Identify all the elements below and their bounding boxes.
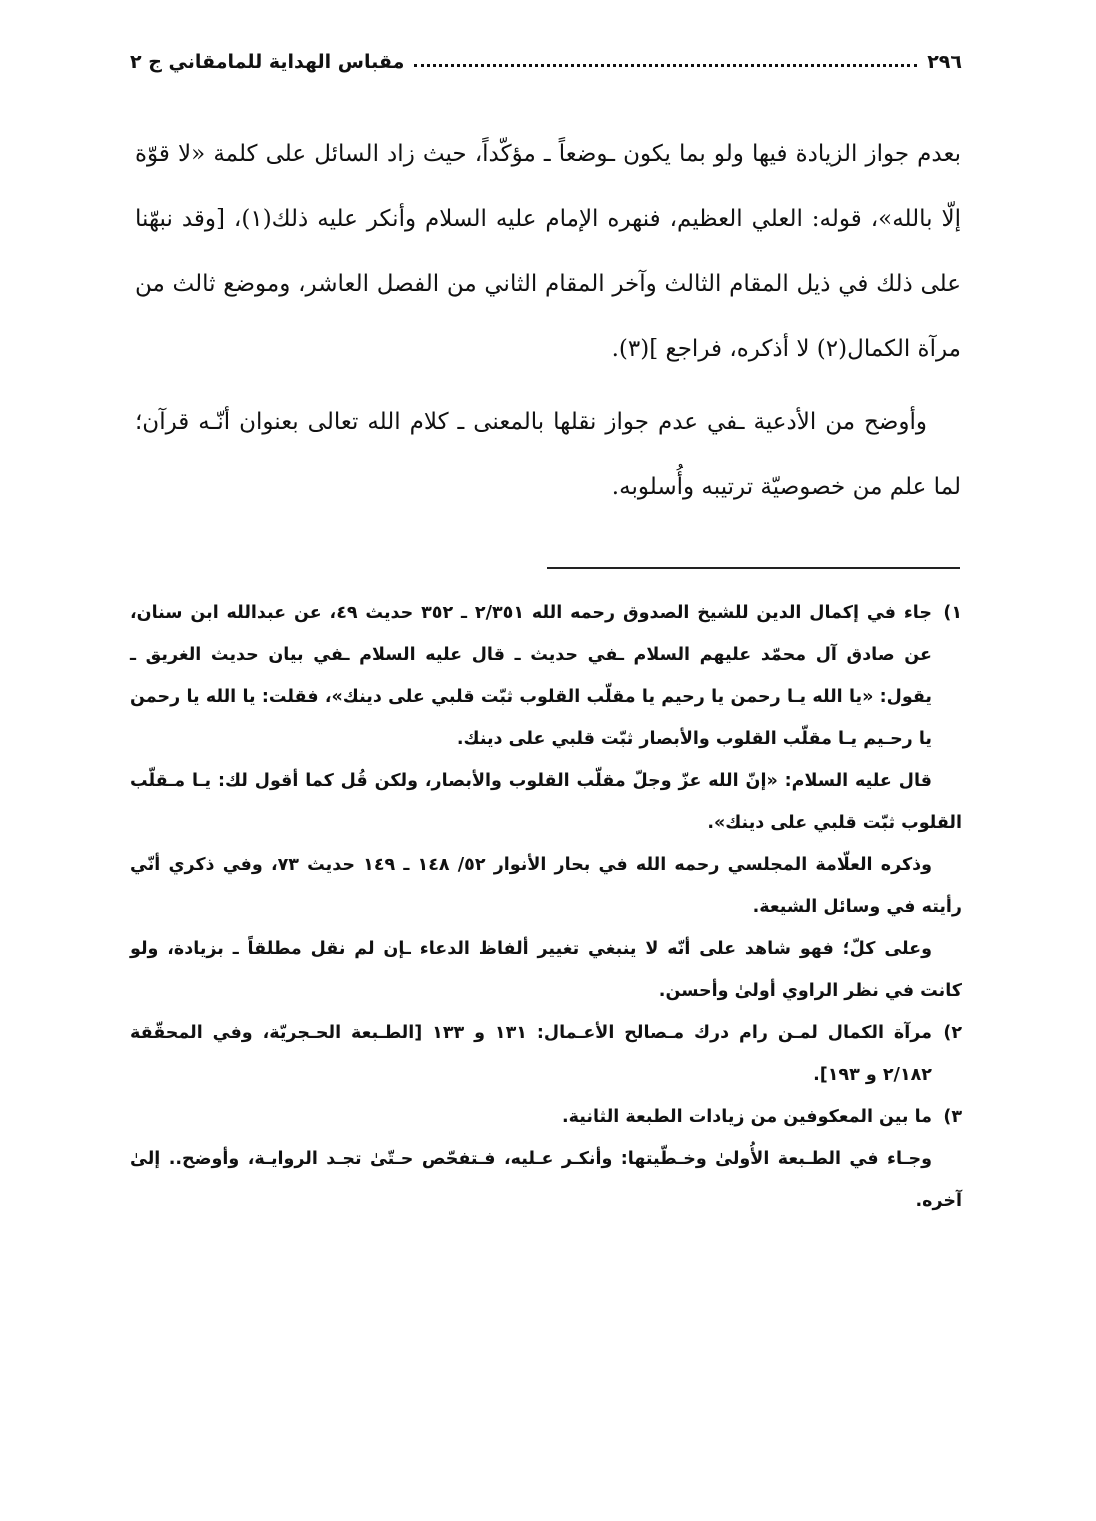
page-number: ٢٩٦ — [927, 51, 962, 73]
footnote-text: مرآة الكمال لمـن رام درك مـصالح الأعـمال: ١٣١ و ١٣٣ [الطـبعة الحـجريّة، وفي المحقّقة ٢/١٨٢ و ١٩٣]. — [130, 1023, 932, 1085]
running-header — [130, 44, 962, 80]
body-paragraph-1: بعدم جواز الزيادة فيها ولو بما يكون ـوضعاً ـ مؤكّداً، حيث زاد السائل على كلمة «لا قوّة إلّا بالله»، قوله: العلي العظيم، فنهره الإمام عليه السلام وأنكر عليه ذلك(١)، [وقد نبهّنا على ذلك في ذيل المقام الثالث وآخر المقام الثاني من الفصل العاشر، وموضع ثالث من مرآة الكمال(٢) لا أذكره، فراجع ](٣). — [135, 141, 961, 362]
footnote-text: ما بين المعكوفين من زيادات الطبعة الثانية. — [562, 1107, 932, 1127]
footnote-paragraph: وعلى كلّ؛ فهو شاهد على أنّه لا ينبغي تغيير ألفاظ الدعاء ـإن لم نقل مطلقاً ـ بزيادة، ولو كانت في نظر الراوي أولىٰ وأحسن. — [130, 939, 962, 1001]
footnote-paragraph: وذكره العلّامة المجلسي رحمه الله في بحار الأنوار ٥٢/ ١٤٨ ـ ١٤٩ حديث ٧٣، وفي ذكري أنّي رأيته في وسائل الشيعة. — [130, 855, 962, 917]
footnote-3 — [130, 1096, 962, 1138]
footnote-number: ١) — [943, 603, 962, 623]
footnote-number: ٣) — [943, 1107, 962, 1127]
footnotes — [130, 592, 962, 1222]
footnote-paragraph: قال عليه السلام: «إنّ الله عزّ وجلّ مقلّب القلوب والأبصار، ولكن قُل كما أقول لك: يـا مـقلّب القلوب ثبّت قلبي على دينك». — [130, 771, 962, 833]
footnote-2 — [130, 1012, 962, 1096]
footnote-number: ٢) — [943, 1023, 962, 1043]
footnote-separator — [547, 567, 960, 569]
body-paragraph-2: وأوضح من الأدعية ـفي عدم جواز نقلها بالمعنى ـ كلام الله تعالى بعنوان أنّـه قرآن؛ لما علم من خصوصيّة ترتيبه وأُسلوبه. — [135, 409, 961, 500]
footnote-paragraph: وجـاء في الطـبعة الأُولىٰ وخـطّيتها: وأنكـر عـليه، فـتفحّص حـتّىٰ تجـد الروايـة، وأوضح.. إلىٰ آخره. — [130, 1149, 962, 1211]
footnote-text: جاء في إكمال الدين للشيخ الصدوق رحمه الله ٢/٣٥١ ـ ٣٥٢ حديث ٤٩، عن عبدالله ابن سنان، عن صادق آل محمّد عليهم السلام ـفي حديث ـ قال عليه السلام ـفي بيان حديث الغريق ـ يقول: «يا الله يـا رحمن يا رحيم يا مقلّب القلوب ثبّت قلبي على دينك»، فقلت: يا الله يا رحمن يا رحـيم يـا مقلّب القلوب والأبصار ثبّت قلبي على دينك. — [130, 603, 932, 749]
main-text — [135, 122, 961, 520]
book-title: مقباس الهداية للمامقاني ج ٢ — [130, 51, 405, 73]
header-dot-leader — [414, 64, 917, 67]
footnote-1 — [130, 592, 962, 760]
